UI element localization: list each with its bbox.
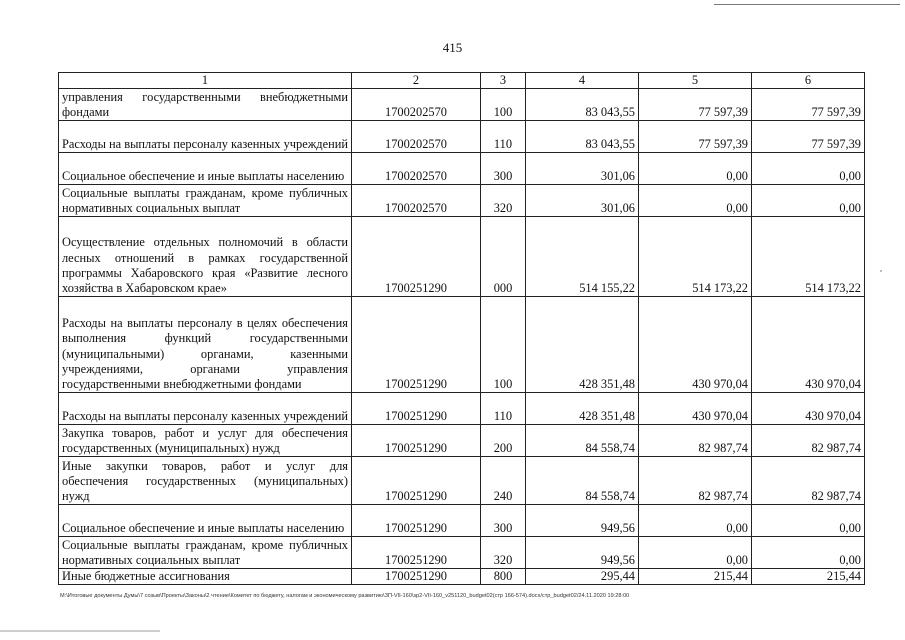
- row-code-cell: 1700202570: [352, 89, 481, 121]
- scan-artifact: [880, 270, 882, 272]
- row-value-6-cell: 82 987,74: [752, 457, 865, 505]
- row-vr-cell: 300: [481, 505, 526, 537]
- row-vr-cell: 240: [481, 457, 526, 505]
- row-value-6-cell: 0,00: [752, 153, 865, 185]
- page-number: 415: [442, 40, 463, 55]
- row-code-cell: 1700202570: [352, 153, 481, 185]
- table-row: [59, 457, 865, 505]
- row-name-cell: Социальное обеспечение и иные выплаты населению: [59, 505, 352, 537]
- row-name-cell: Расходы на выплаты персоналу в целях обеспечения выполнения функций государственными (муниципальными) органами, казенными учреждениями, органами управления государственными внебюджетными фондами: [59, 297, 352, 393]
- row-code-cell: 1700202570: [352, 121, 481, 153]
- row-value-4-cell: 301,06: [526, 185, 639, 217]
- table-row: [59, 393, 865, 425]
- col-header-3: 3: [481, 73, 526, 89]
- row-name-cell: Социальное обеспечение и иные выплаты населению: [59, 153, 352, 185]
- row-value-4-cell: 949,56: [526, 537, 639, 569]
- col-header-6: 6: [752, 73, 865, 89]
- row-vr-cell: 100: [481, 89, 526, 121]
- row-value-5-cell: 215,44: [639, 569, 752, 585]
- row-value-4-cell: 301,06: [526, 153, 639, 185]
- table-row: [59, 89, 865, 121]
- row-value-6-cell: 215,44: [752, 569, 865, 585]
- col-header-2: 2: [352, 73, 481, 89]
- row-name-cell: Социальные выплаты гражданам, кроме публичных нормативных социальных выплат: [59, 185, 352, 217]
- row-value-6-cell: 0,00: [752, 505, 865, 537]
- row-code-cell: 1700251290: [352, 393, 481, 425]
- row-value-5-cell: 430 970,04: [639, 393, 752, 425]
- row-code-cell: 1700251290: [352, 425, 481, 457]
- row-name-cell: Осуществление отдельных полномочий в области лесных отношений в рамках государственной программы Хабаровского края «Развитие лесного хозяйства в Хабаровском крае»: [59, 217, 352, 297]
- row-value-4-cell: 83 043,55: [526, 121, 639, 153]
- row-value-5-cell: 0,00: [639, 537, 752, 569]
- row-name-cell: управления государственными внебюджетными фондами: [59, 89, 352, 121]
- table-row: [59, 505, 865, 537]
- table-row: [59, 185, 865, 217]
- row-code-cell: 1700202570: [352, 185, 481, 217]
- row-name-cell: Иные бюджетные ассигнования: [59, 569, 352, 585]
- row-vr-cell: 800: [481, 569, 526, 585]
- col-header-1: 1: [59, 73, 352, 89]
- row-value-5-cell: 514 173,22: [639, 217, 752, 297]
- row-value-5-cell: 82 987,74: [639, 457, 752, 505]
- row-code-cell: 1700251290: [352, 569, 481, 585]
- row-value-4-cell: 428 351,48: [526, 393, 639, 425]
- col-header-4: 4: [526, 73, 639, 89]
- row-value-4-cell: 949,56: [526, 505, 639, 537]
- table-row: [59, 153, 865, 185]
- row-vr-cell: 000: [481, 217, 526, 297]
- row-value-4-cell: 428 351,48: [526, 297, 639, 393]
- table-row: [59, 425, 865, 457]
- row-code-cell: 1700251290: [352, 457, 481, 505]
- file-path-footer: M:\Итоговые документы Думы\7 созыв\Проекты\Законы\2 чтение\Комитет по бюджету, налогам и экономическому развитию\ЗП-VII-160\зр2-VII-160_v251120_budget02(стр 166-574).docx/стр_budget02/24.11.2020 19:28:00: [60, 593, 630, 599]
- row-name-cell: Закупка товаров, работ и услуг для обеспечения государственных (муниципальных) нужд: [59, 425, 352, 457]
- row-value-5-cell: 0,00: [639, 153, 752, 185]
- row-value-6-cell: 514 173,22: [752, 217, 865, 297]
- row-value-6-cell: 77 597,39: [752, 121, 865, 153]
- row-value-4-cell: 84 558,74: [526, 425, 639, 457]
- row-vr-cell: 200: [481, 425, 526, 457]
- row-code-cell: 1700251290: [352, 537, 481, 569]
- table-header-row: [59, 73, 865, 89]
- row-value-5-cell: 77 597,39: [639, 121, 752, 153]
- row-vr-cell: 110: [481, 393, 526, 425]
- row-vr-cell: 100: [481, 297, 526, 393]
- row-value-6-cell: 0,00: [752, 185, 865, 217]
- row-value-5-cell: 82 987,74: [639, 425, 752, 457]
- row-code-cell: 1700251290: [352, 297, 481, 393]
- row-name-cell: Иные закупки товаров, работ и услуг для обеспечения государственных (муниципальных) нужд: [59, 457, 352, 505]
- table-row: [59, 537, 865, 569]
- row-value-5-cell: 77 597,39: [639, 89, 752, 121]
- row-value-6-cell: 82 987,74: [752, 425, 865, 457]
- table-row: [59, 297, 865, 393]
- row-vr-cell: 320: [481, 537, 526, 569]
- row-value-5-cell: 0,00: [639, 505, 752, 537]
- row-value-6-cell: 430 970,04: [752, 297, 865, 393]
- table-row: [59, 569, 865, 585]
- row-code-cell: 1700251290: [352, 505, 481, 537]
- row-value-4-cell: 84 558,74: [526, 457, 639, 505]
- row-value-5-cell: 0,00: [639, 185, 752, 217]
- row-value-6-cell: 0,00: [752, 537, 865, 569]
- col-header-5: 5: [639, 73, 752, 89]
- row-value-4-cell: 83 043,55: [526, 89, 639, 121]
- row-value-4-cell: 295,44: [526, 569, 639, 585]
- table-row: [59, 121, 865, 153]
- scan-edge-line: [714, 4, 900, 5]
- row-value-6-cell: 430 970,04: [752, 393, 865, 425]
- scan-artifact: [0, 630, 160, 632]
- row-value-5-cell: 430 970,04: [639, 297, 752, 393]
- row-name-cell: Расходы на выплаты персоналу казенных учреждений: [59, 121, 352, 153]
- row-code-cell: 1700251290: [352, 217, 481, 297]
- row-name-cell: Расходы на выплаты персоналу казенных учреждений: [59, 393, 352, 425]
- row-name-cell: Социальные выплаты гражданам, кроме публичных нормативных социальных выплат: [59, 537, 352, 569]
- budget-table: [58, 72, 865, 585]
- row-value-6-cell: 77 597,39: [752, 89, 865, 121]
- row-vr-cell: 110: [481, 121, 526, 153]
- table-row: [59, 217, 865, 297]
- row-vr-cell: 320: [481, 185, 526, 217]
- row-value-4-cell: 514 155,22: [526, 217, 639, 297]
- row-vr-cell: 300: [481, 153, 526, 185]
